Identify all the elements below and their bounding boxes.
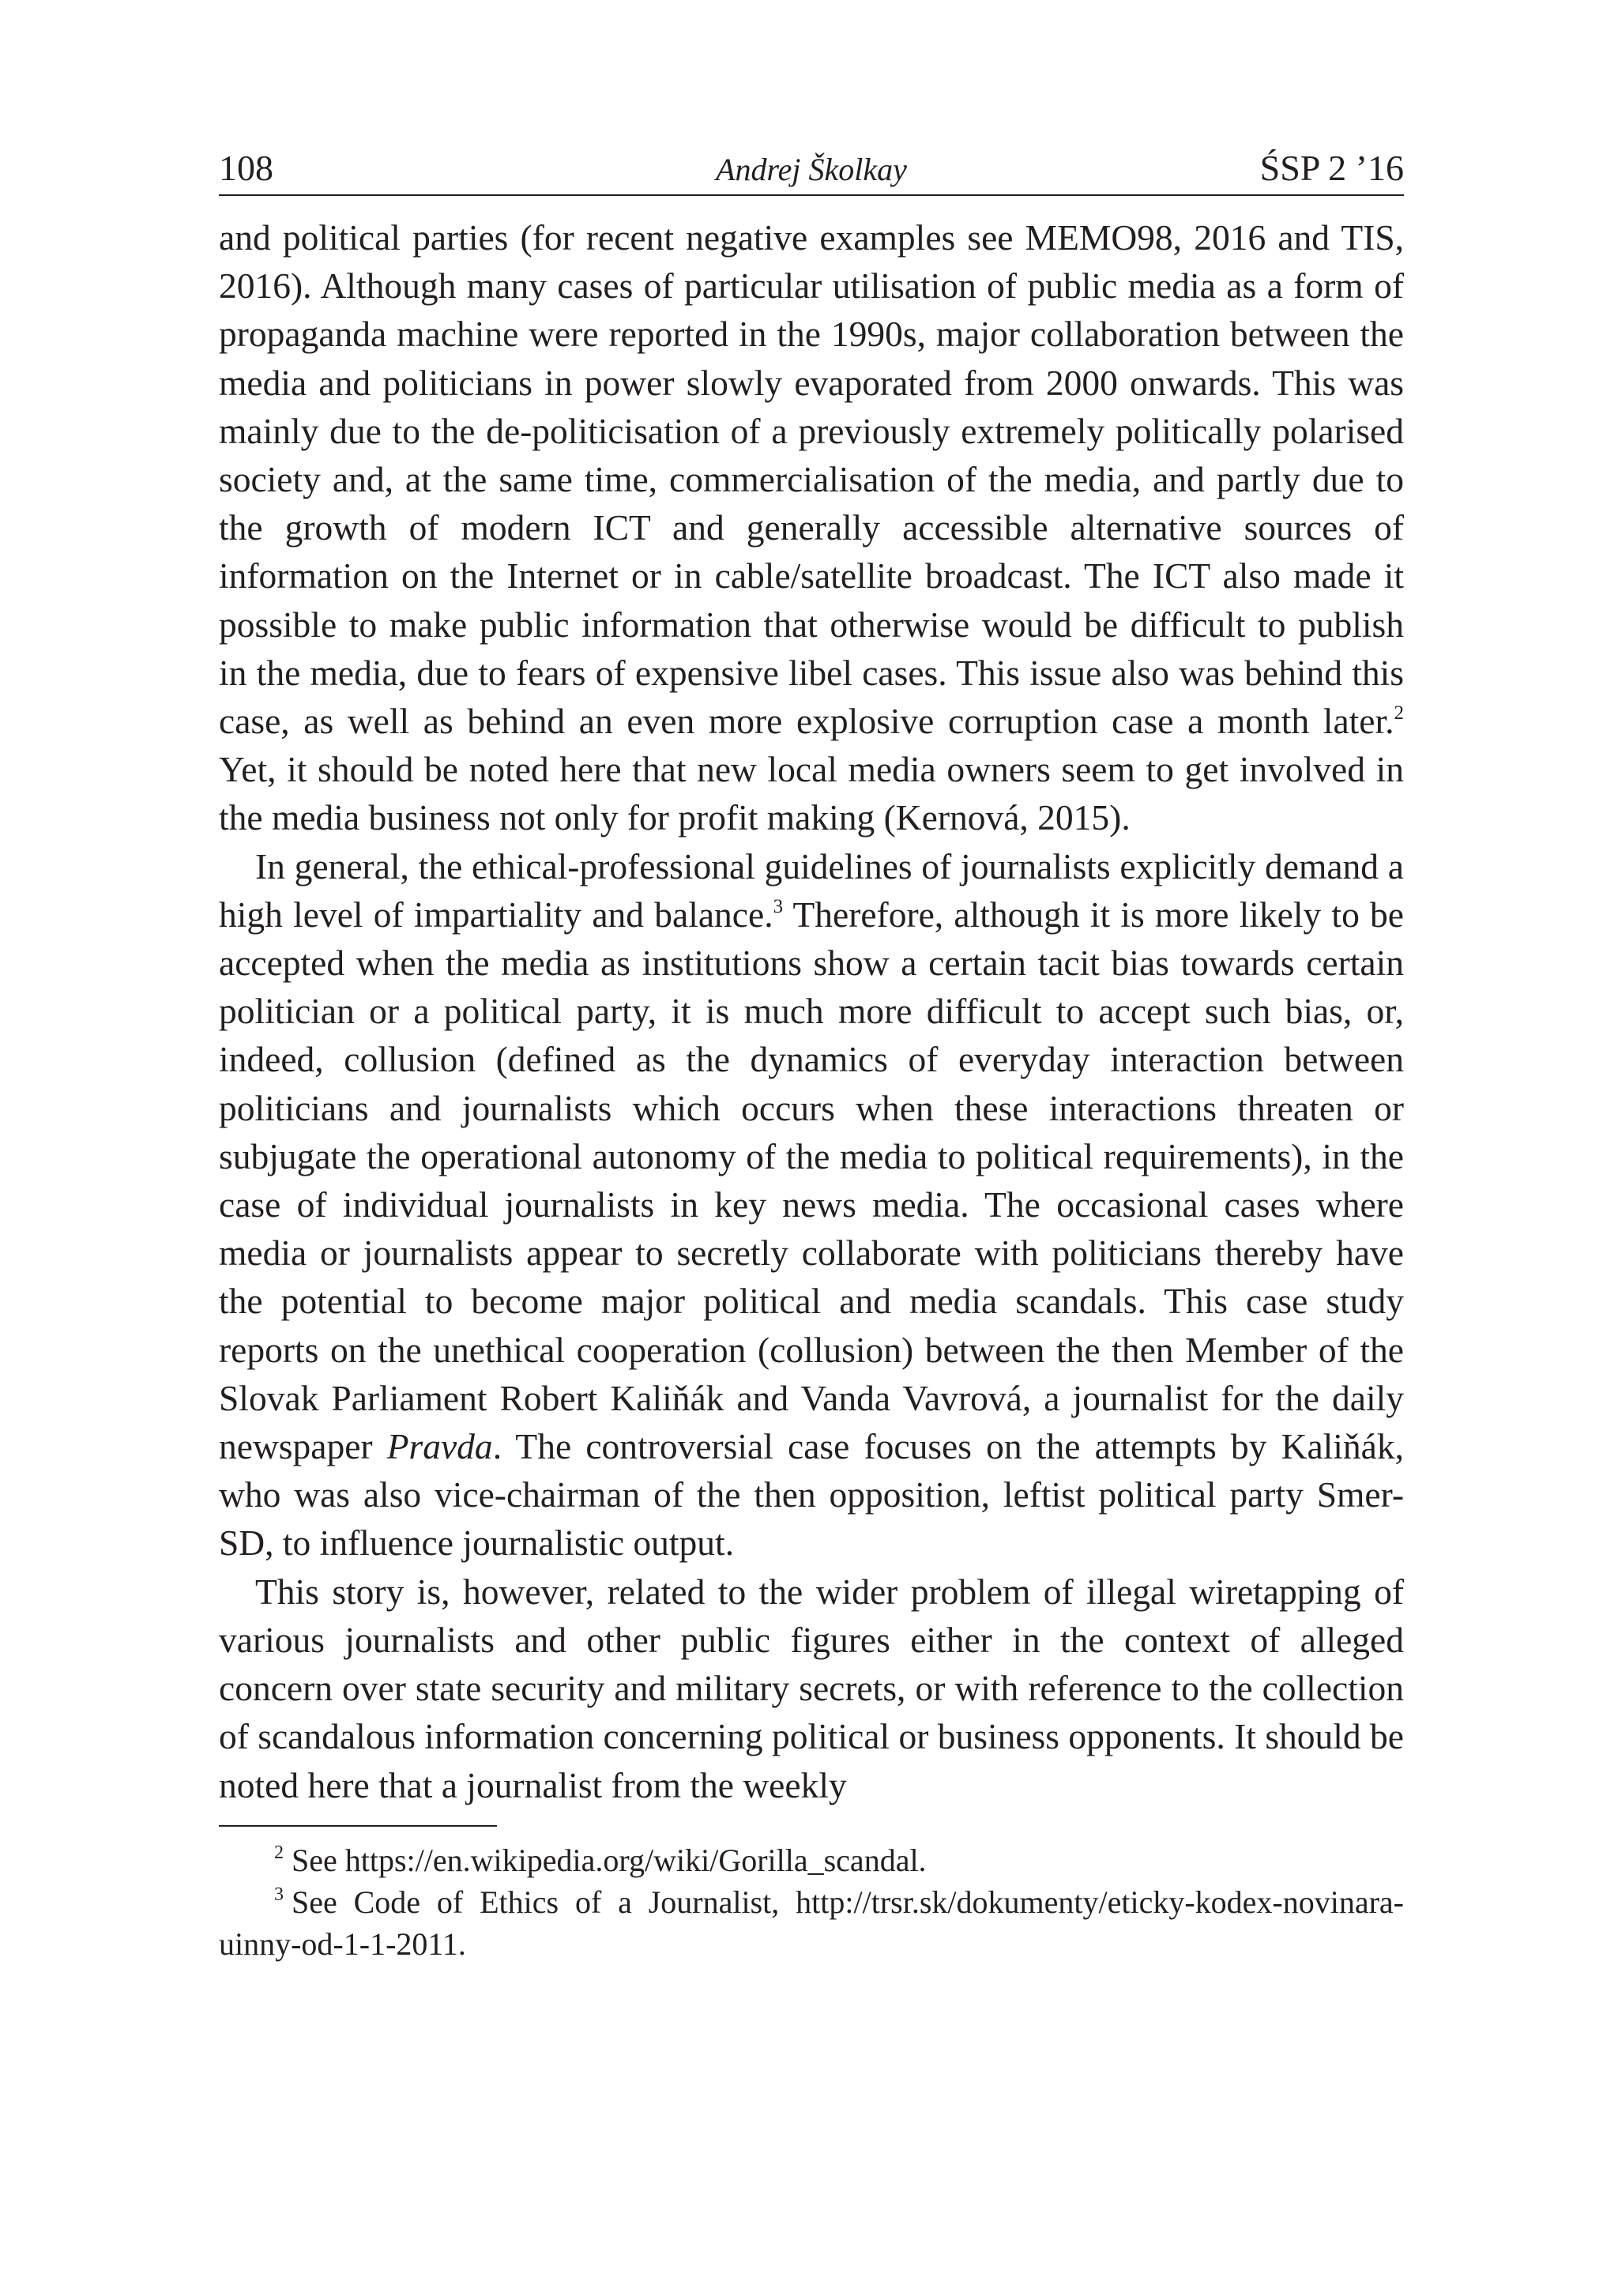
footnote-number: 3 xyxy=(274,1884,284,1905)
running-head-author: Andrej Školkay xyxy=(716,152,907,187)
footnote-ref-2: 2 xyxy=(1394,702,1404,725)
footnote-3 xyxy=(219,1881,1404,1965)
footnote-2 xyxy=(219,1839,1404,1881)
page-number: 108 xyxy=(219,148,273,188)
newspaper-title-italic: Pravda xyxy=(386,1426,493,1467)
paragraph-2 xyxy=(219,842,1404,1568)
running-header xyxy=(219,142,1404,196)
paragraph-1 xyxy=(219,213,1404,842)
paragraph-1-text-a: and political parties (for recent negative examples see MEMO98, 2016 and TIS, 2016). Although many cases of particular utilisation of public media as a form of propaganda machine were reported in the 1990s, major collaboration between the media and politicians in power slowly evaporated from 2000 onwards. This was mainly due to the de-politicisation of a previously extremely politically polarised society and, at the same time, commercialisation of the media, and partly due to the growth of modern ICT and generally accessible alternative sources of information on the Internet or in cable/satellite broadcast. The ICT also made it possible to make public information that otherwise would be difficult to publish in the media, due to fears of expensive libel cases. This issue also was behind this case, as well as behind an even more explosive corruption case a month later. xyxy=(219,217,1404,742)
paragraph-2-text-b: Therefore, although it is more likely to be accepted when the media as institutions show a certain tacit bias towards certain politician or a political party, it is much more difficult to accept such bias, or, indeed, collusion (defined as the dynamics of everyday interaction between politicians and journalists which occurs when these interactions threaten or subjugate the operational autonomy of the media to political requirements), in the case of individual journalists in key news media. The occasional cases where media or journalists appear to secretly collaborate with politicians thereby have the potential to become major political and media scandals. This case study reports on the unethical cooperation (collusion) between the then Member of the Slovak Parliament Robert Kaliňák and Vanda Vavrová, a journalist for the daily newspaper xyxy=(219,894,1404,1467)
footnotes xyxy=(219,1839,1404,1965)
paragraph-3: This story is, however, related to the wider problem of illegal wiretapping of various journalists and other public figures either in the context of alleged concern over state security and military secrets, or with reference to the collection of scandalous information concerning political or business opponents. It should be noted here that a journalist from the weekly xyxy=(219,1571,1404,1805)
body-text xyxy=(219,213,1404,1809)
footnote-ref-3: 3 xyxy=(773,895,784,917)
paragraph-1-text-b: Yet, it should be noted here that new local media owners seem to get involved in the media business not only for profit making (Kernová, 2015). xyxy=(219,749,1404,838)
paragraph-2-text-c: . The controversial case focuses on the attempts by Kaliňák, who was also vice-chairman of the then opposition, leftist political party Smer-SD, to influence journalistic output. xyxy=(219,1426,1404,1564)
footnote-text: See Code of Ethics of a Journalist, http://trsr.sk/dokumenty/eticky-kodex-novinara-uinny-od-1-1-2011. xyxy=(219,1884,1404,1962)
footnote-number: 2 xyxy=(274,1842,284,1863)
footnote-divider xyxy=(219,1825,497,1827)
running-head-journal: ŚSP 2 ’16 xyxy=(1259,148,1404,188)
paragraph-2-text-a: In general, the ethical-professional guidelines of journalists explicitly demand a high level of impartiality and balance. xyxy=(219,845,1404,935)
page xyxy=(219,142,1404,1965)
footnote-text: See https://en.wikipedia.org/wiki/Gorilla_scandal. xyxy=(292,1842,927,1878)
